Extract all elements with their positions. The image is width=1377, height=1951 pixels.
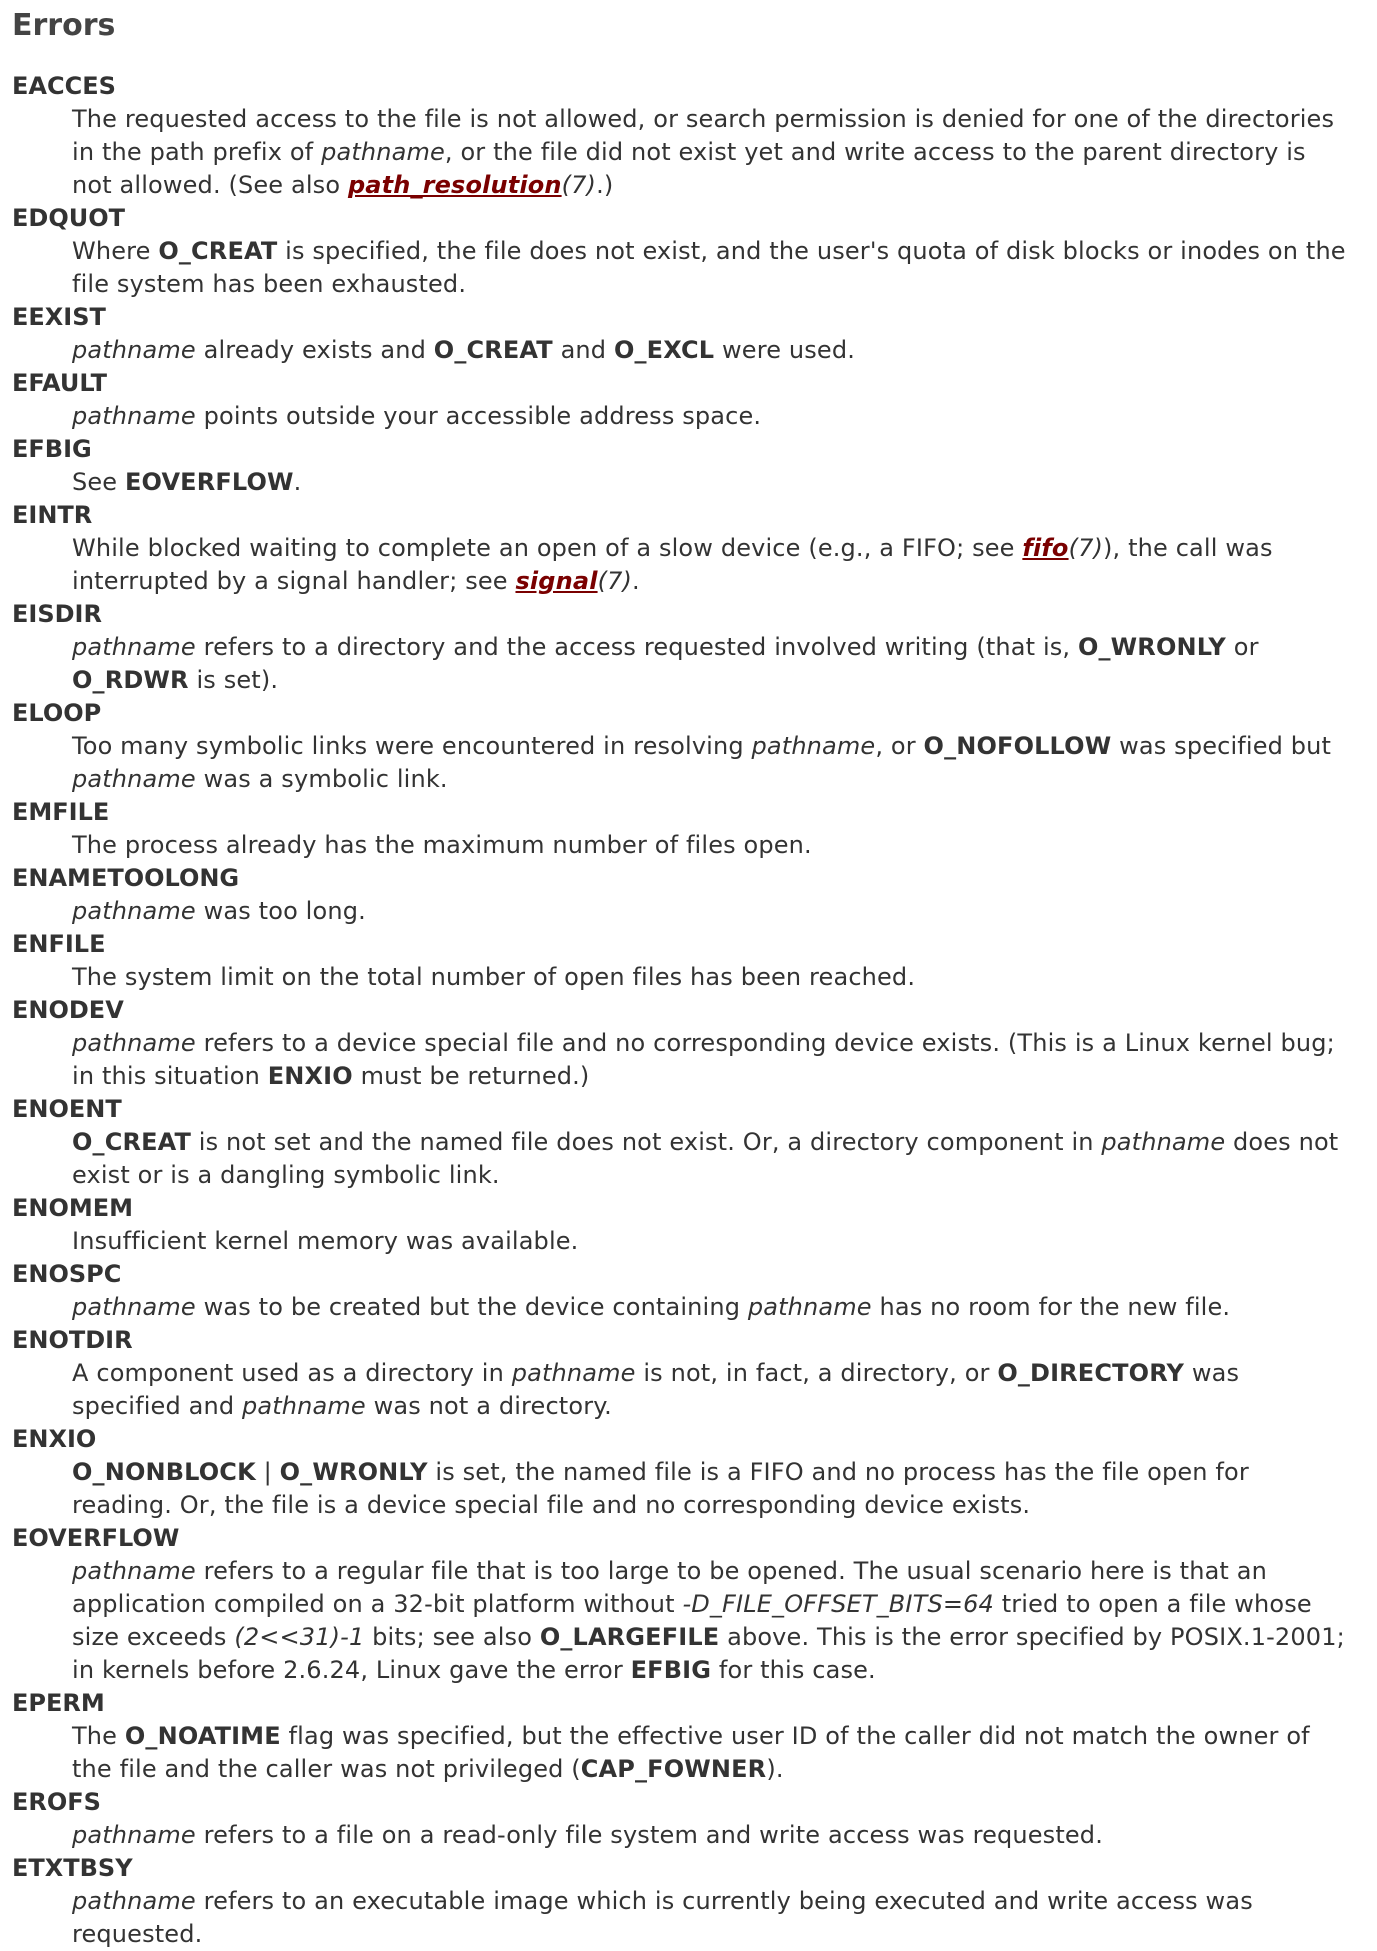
error-description-eexist — [72, 334, 1365, 367]
error-name-enospc: ENOSPC — [12, 1260, 122, 1288]
description-text: and — [552, 336, 614, 364]
description-text: is set). — [188, 666, 279, 694]
italic-term: (7) — [597, 567, 633, 595]
italic-term: pathname — [72, 1557, 196, 1585]
description-text: has no room for the new file. — [871, 1293, 1231, 1321]
italic-term: (2<<31)-1 — [234, 1623, 365, 1651]
description-text: already exists and — [195, 336, 434, 364]
description-text: or — [1225, 633, 1259, 661]
man-page-link-path-resolution[interactable]: path_resolution — [347, 171, 562, 199]
error-name-enomem: ENOMEM — [12, 1194, 134, 1222]
error-description-enodev — [72, 1027, 1365, 1093]
bold-term: O_NONBLOCK — [72, 1458, 256, 1486]
description-text: is not, in fact, a directory, or — [635, 1359, 998, 1387]
error-list — [12, 70, 1365, 1951]
error-name-etxtbsy: ETXTBSY — [12, 1854, 133, 1882]
italic-term: pathname — [72, 336, 196, 364]
italic-term: pathname — [751, 732, 876, 760]
error-description-etxtbsy — [72, 1885, 1365, 1951]
italic-term: (7) — [561, 171, 597, 199]
section-title: Errors — [12, 8, 116, 43]
error-description-emfile — [72, 829, 1365, 862]
bold-term: O_NOATIME — [124, 1722, 281, 1750]
bold-term: O_LARGEFILE — [539, 1623, 720, 1651]
description-text: | — [255, 1458, 280, 1486]
italic-term: pathname — [72, 1887, 196, 1915]
description-text: was specified and — [72, 1359, 1240, 1420]
error-description-eloop — [72, 730, 1365, 796]
description-text: points outside your accessible address space. — [195, 402, 762, 430]
italic-term: pathname — [321, 138, 445, 166]
description-text: refers to a regular file that is too large to be opened. The usual scenario here is that an application compiled on a 32-bit platform without — [72, 1557, 1267, 1618]
error-name-eloop: ELOOP — [12, 699, 102, 727]
description-text: tried to open a file whose size exceeds — [72, 1590, 1312, 1651]
error-description-edquot — [72, 235, 1365, 301]
description-text: bits; see also — [364, 1623, 540, 1651]
error-name-eintr: EINTR — [12, 501, 93, 529]
italic-term: pathname — [72, 633, 196, 661]
error-name-eacces: EACCES — [12, 72, 116, 100]
description-text: does not exist or is a dangling symbolic link. — [72, 1128, 1339, 1189]
bold-term: O_DIRECTORY — [997, 1359, 1185, 1387]
bold-term: O_NOFOLLOW — [923, 732, 1112, 760]
description-text: refers to a file on a read-only file system and write access was requested. — [195, 1821, 1103, 1849]
bold-term: EFBIG — [630, 1656, 712, 1684]
description-text: must be returned.) — [352, 1062, 590, 1090]
error-name-erofs: EROFS — [12, 1788, 101, 1816]
error-description-enospc — [72, 1291, 1365, 1324]
error-name-enfile: ENFILE — [12, 930, 106, 958]
bold-term: O_CREAT — [72, 1128, 192, 1156]
description-text: refers to a directory and the access requested involved writing (that is, — [195, 633, 1078, 661]
description-text: for this case. — [711, 1656, 876, 1684]
description-text: The requested access to the file is not allowed, or search permission is denied for one of the directories in the path prefix of — [72, 105, 1335, 166]
error-name-emfile: EMFILE — [12, 798, 110, 826]
error-description-enametoolong — [72, 895, 1365, 928]
error-name-enxio: ENXIO — [12, 1425, 97, 1453]
error-description-erofs — [72, 1819, 1365, 1852]
italic-term: pathname — [1101, 1128, 1226, 1156]
description-text: were used. — [714, 336, 855, 364]
description-text: A component used as a directory in — [72, 1359, 512, 1387]
error-description-enxio — [72, 1456, 1365, 1522]
italic-term: -D_FILE_OFFSET_BITS=64 — [682, 1590, 994, 1618]
bold-term: O_RDWR — [72, 666, 189, 694]
description-text: See — [72, 468, 125, 496]
italic-term: pathname — [242, 1392, 366, 1420]
description-text: was to be created but the device containing — [195, 1293, 748, 1321]
italic-term: pathname — [72, 897, 196, 925]
bold-term: O_EXCL — [613, 336, 715, 364]
error-name-efault: EFAULT — [12, 369, 108, 397]
description-text: flag was specified, but the effective user ID of the caller did not match the owner of the file and the caller was not privileged ( — [72, 1722, 1310, 1783]
bold-term: O_CREAT — [158, 237, 278, 265]
description-text: was not a directory. — [365, 1392, 612, 1420]
error-description-efbig — [72, 466, 1365, 499]
error-name-eexist: EEXIST — [12, 303, 106, 331]
error-description-enomem — [72, 1225, 1365, 1258]
description-text: The process already has the maximum number of files open. — [72, 831, 812, 859]
italic-term: pathname — [72, 402, 196, 430]
italic-term: (7) — [1068, 534, 1104, 562]
italic-term: pathname — [72, 1821, 196, 1849]
error-description-enfile — [72, 961, 1365, 994]
italic-term: pathname — [747, 1293, 872, 1321]
error-name-eperm: EPERM — [12, 1689, 105, 1717]
bold-term: EOVERFLOW — [125, 468, 294, 496]
description-text: refers to an executable image which is currently being executed and write access was requested. — [72, 1887, 1253, 1948]
description-text: Too many symbolic links were encountered in resolving — [72, 732, 752, 760]
error-name-enotdir: ENOTDIR — [12, 1326, 133, 1354]
description-text: The system limit on the total number of open files has been reached. — [72, 963, 916, 991]
error-name-edquot: EDQUOT — [12, 204, 125, 232]
error-name-enoent: ENOENT — [12, 1095, 122, 1123]
description-text: was a symbolic link. — [195, 765, 448, 793]
description-text: refers to a device special file and no corresponding device exists. (This is a Linux kernel bug; in this situation — [72, 1029, 1335, 1090]
description-text: ), the call was interrupted by a signal handler; see — [72, 534, 1273, 595]
bold-term: O_CREAT — [433, 336, 553, 364]
italic-term: pathname — [72, 765, 196, 793]
description-text: was specified but — [1111, 732, 1332, 760]
error-description-eoverflow — [72, 1555, 1365, 1687]
description-text: is set, the named file is a FIFO and no process has the file open for reading. Or, the file is a device special file and no corresponding device exists. — [72, 1458, 1249, 1519]
bold-term: O_WRONLY — [279, 1458, 428, 1486]
error-description-eperm — [72, 1720, 1365, 1786]
error-name-enametoolong: ENAMETOOLONG — [12, 864, 240, 892]
description-text: .) — [596, 171, 614, 199]
error-description-efault — [72, 400, 1365, 433]
bold-term: CAP_FOWNER — [580, 1755, 767, 1783]
error-description-eacces — [72, 103, 1365, 202]
description-text: ). — [766, 1755, 784, 1783]
description-text: is not set and the named file does not exist. Or, a directory component in — [191, 1128, 1102, 1156]
error-name-enodev: ENODEV — [12, 996, 124, 1024]
description-text: above. This is the error specified by POSIX.1-2001; in kernels before 2.6.24, Linux gave the error — [72, 1623, 1345, 1684]
bold-term: O_WRONLY — [1077, 633, 1226, 661]
error-name-eoverflow: EOVERFLOW — [12, 1524, 180, 1552]
description-text: was too long. — [195, 897, 366, 925]
bold-term: ENXIO — [267, 1062, 353, 1090]
error-description-eintr — [72, 532, 1365, 598]
description-text: . — [293, 468, 302, 496]
error-name-eisdir: EISDIR — [12, 600, 102, 628]
description-text: is specified, the file does not exist, and the user's quota of disk blocks or inodes on the file system has been exhausted. — [72, 237, 1346, 298]
description-text: Insufficient kernel memory was available. — [72, 1227, 579, 1255]
man-page-link-fifo[interactable]: fifo — [1022, 534, 1069, 562]
man-page-link-signal[interactable]: signal — [515, 567, 598, 595]
italic-term: pathname — [72, 1293, 196, 1321]
italic-term: pathname — [511, 1359, 636, 1387]
error-description-enotdir — [72, 1357, 1365, 1423]
description-text: The — [72, 1722, 125, 1750]
description-text: . — [632, 567, 640, 595]
error-description-enoent — [72, 1126, 1365, 1192]
error-name-efbig: EFBIG — [12, 435, 92, 463]
description-text: Where — [72, 237, 159, 265]
description-text: , or — [875, 732, 924, 760]
description-text: , or the file did not exist yet and write access to the parent directory is not allowed. (See also — [72, 138, 1306, 199]
error-description-eisdir — [72, 631, 1365, 697]
description-text: While blocked waiting to complete an open of a slow device (e.g., a FIFO; see — [72, 534, 1023, 562]
italic-term: pathname — [72, 1029, 196, 1057]
